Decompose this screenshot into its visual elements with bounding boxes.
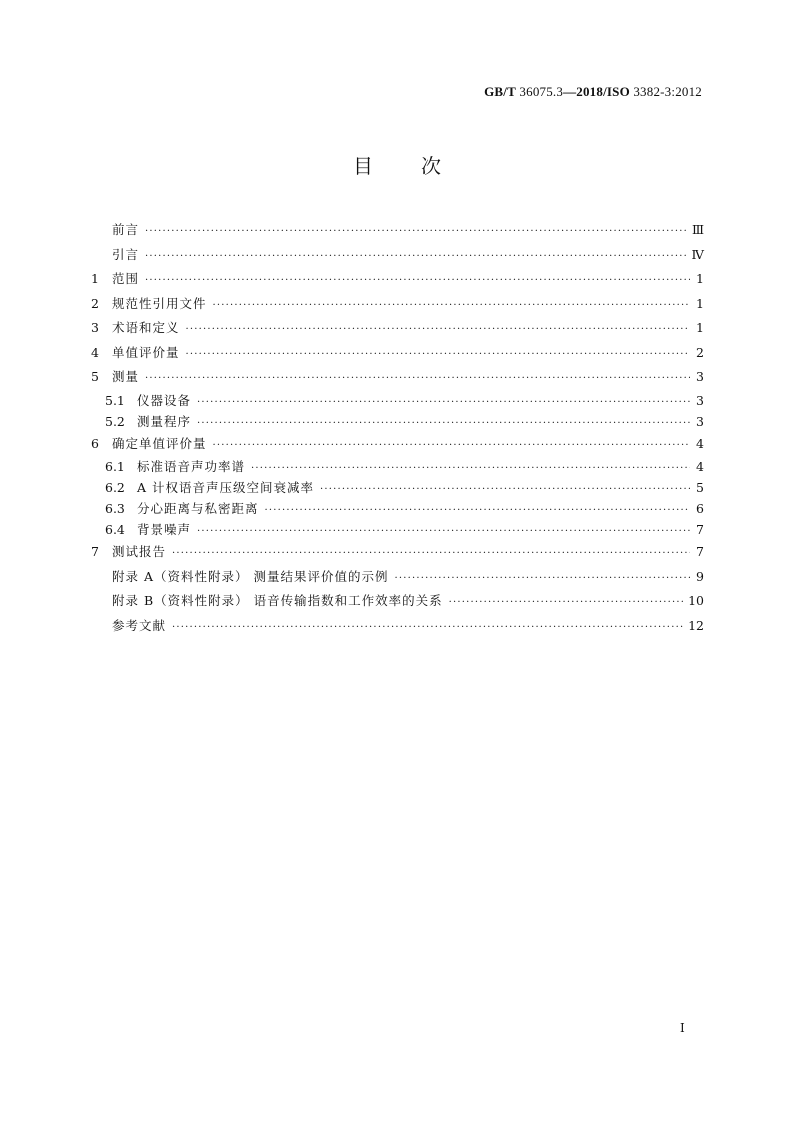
toc-entry-6-1[interactable]	[91, 456, 704, 477]
toc-leader-dots	[145, 245, 687, 270]
toc-leader-dots	[213, 434, 690, 459]
toc-entry-4[interactable]	[91, 341, 704, 366]
page-title	[0, 150, 794, 179]
toc-entry-title: 单值评价量	[112, 344, 180, 360]
toc-entry-title: 术语和定义	[112, 320, 180, 335]
standard-code-number: 36075.3	[515, 84, 564, 99]
toc-entry-page: 4	[696, 435, 704, 451]
toc-entry-title: 引言	[112, 246, 140, 262]
standard-code-prefix: GB/T	[484, 84, 516, 99]
toc-leader-dots	[449, 591, 684, 616]
toc-entry-page: 2	[696, 344, 704, 360]
toc-entry-number: 6.1	[105, 459, 125, 474]
toc-entry-page: 7	[696, 522, 704, 537]
toc-entry-7[interactable]	[91, 540, 704, 565]
toc-entry-number: 5	[91, 369, 99, 384]
toc-entry-foreword[interactable]	[91, 218, 704, 243]
toc-entry-number: 6	[91, 435, 99, 451]
toc-entry-title: 分心距离与私密距离	[137, 501, 259, 516]
toc-entry-title: 附录 B（资料性附录） 语音传输指数和工作效率的关系	[112, 593, 443, 608]
toc-entry-page: 6	[696, 501, 704, 516]
toc-entry-title: 范围	[112, 271, 140, 286]
toc-entry-page: 12	[688, 617, 704, 633]
toc-entry-page: 10	[688, 593, 704, 608]
toc-entry-page: 3	[696, 413, 704, 429]
toc-entry-page: 1	[696, 295, 704, 311]
toc-entry-page: Ⅲ	[691, 222, 704, 237]
toc-leader-dots	[145, 269, 690, 294]
toc-entry-annex-b[interactable]	[91, 589, 704, 614]
toc-entry-page: 3	[696, 392, 704, 408]
toc-entry-title: A 计权语音声压级空间衰减率	[137, 480, 315, 495]
toc-leader-dots	[197, 521, 690, 542]
toc-entry-6-4[interactable]	[91, 519, 704, 540]
page-number: Ⅰ	[680, 1021, 685, 1035]
toc-leader-dots	[197, 392, 690, 413]
toc-leader-dots	[320, 479, 690, 500]
toc-entry-page: 3	[696, 369, 704, 384]
toc-entry-number: 6.2	[105, 480, 125, 495]
toc-leader-dots	[251, 458, 690, 479]
toc-entry-6[interactable]	[91, 432, 704, 457]
toc-leader-dots	[172, 542, 690, 567]
title-char-2: 次	[421, 154, 441, 178]
standard-code-iso-number: 3382-3:2012	[629, 84, 702, 99]
toc-entry-2[interactable]	[91, 292, 704, 317]
toc-leader-dots	[197, 413, 690, 434]
toc-leader-dots	[145, 220, 688, 245]
toc-entry-title: 背景噪声	[137, 522, 192, 537]
toc-leader-dots	[172, 616, 684, 641]
toc-entry-title: 参考文献	[112, 617, 167, 633]
toc-entry-title: 测试报告	[112, 544, 167, 559]
standard-code-year-iso: —2018/ISO	[563, 84, 630, 99]
toc-entry-title: 仪器设备	[137, 392, 192, 408]
toc-entry-number: 5.2	[105, 413, 125, 429]
toc-entry-number: 6.4	[105, 522, 125, 537]
toc-entry-title: 确定单值评价量	[112, 435, 207, 451]
toc-entry-5-2[interactable]	[91, 411, 704, 432]
toc-entry-6-2[interactable]	[91, 477, 704, 498]
toc-entry-page: 9	[696, 568, 704, 584]
toc-entry-title: 规范性引用文件	[112, 295, 207, 311]
toc-entry-bibliography[interactable]	[91, 614, 704, 639]
toc-entry-annex-a[interactable]	[91, 565, 704, 590]
toc-entry-page: 1	[696, 271, 704, 286]
toc-entry-number: 7	[91, 544, 99, 559]
standard-code	[484, 84, 702, 100]
toc-entry-5[interactable]	[91, 365, 704, 390]
toc-entry-title: 标准语音声功率谱	[137, 459, 246, 474]
toc-entry-number: 1	[91, 271, 99, 286]
toc-leader-dots	[265, 500, 690, 521]
toc-leader-dots	[145, 367, 690, 392]
toc-entry-number: 3	[91, 320, 99, 335]
toc-entry-title: 前言	[112, 222, 140, 237]
toc-leader-dots	[186, 318, 690, 343]
toc-entry-page: 5	[696, 480, 704, 495]
toc-entry-number: 4	[91, 344, 99, 360]
toc-leader-dots	[186, 343, 690, 368]
toc-entry-5-1[interactable]	[91, 390, 704, 411]
toc-entry-title: 测量程序	[137, 413, 192, 429]
toc-entry-page: 7	[696, 544, 704, 559]
toc-entry-page: 4	[696, 459, 704, 474]
toc-entry-3[interactable]	[91, 316, 704, 341]
toc-leader-dots	[213, 294, 690, 319]
toc-entry-title: 附录 A（资料性附录） 测量结果评价值的示例	[112, 568, 389, 584]
toc-entry-title: 测量	[112, 369, 140, 384]
toc-entry-1[interactable]	[91, 267, 704, 292]
toc-entry-page: 1	[696, 320, 704, 335]
toc-entry-introduction[interactable]	[91, 243, 704, 268]
toc-entry-number: 2	[91, 295, 99, 311]
toc-entry-page: Ⅳ	[691, 246, 704, 262]
toc-leader-dots	[394, 567, 690, 592]
toc-entry-number: 5.1	[105, 392, 125, 408]
toc-entry-number: 6.3	[105, 501, 125, 516]
title-char-1: 目	[353, 154, 373, 178]
toc-entry-6-3[interactable]	[91, 498, 704, 519]
table-of-contents	[91, 218, 704, 638]
